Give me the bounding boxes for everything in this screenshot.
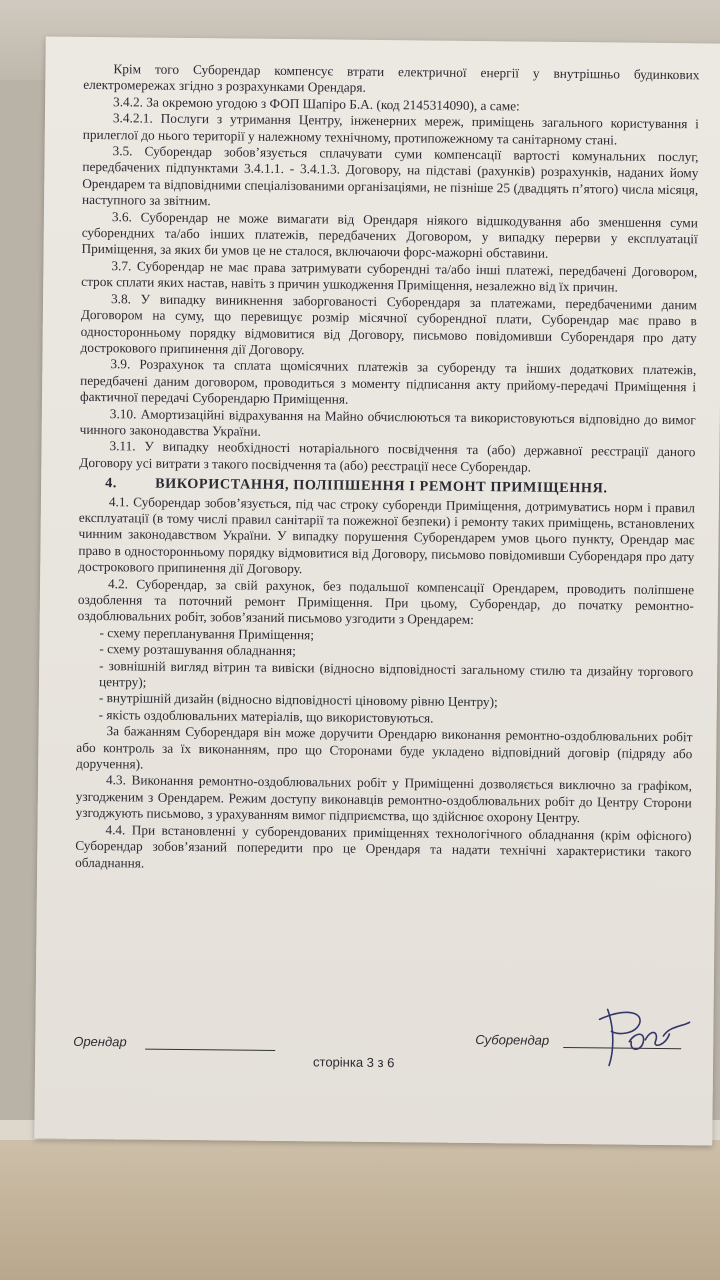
paragraph-3-5: 3.5. Суборендар зобов’язується сплачувати суми компенсації вартості комунальних послуг, передбачених підпунктами 3.4.1.1. - 3.4.1.3. Договору, на підставі (рахунків) розрахунків, наданих йому Орендарем та відповідними спеціалізованими організаціями, не пізніше 25 (двадцять п’ятого) числа місяця, наступного за звітним.	[82, 143, 699, 209]
list-item: - схему перепланування Приміщення;	[99, 624, 315, 643]
section-4-number: 4.	[105, 475, 118, 492]
paragraph-4-4: 4.4. При встановленні у суборендованих приміщеннях технологічного обладнання (крім офісного) Суборендар зобов’язаний попередити про це Орендаря та надати технічні характеристики такого обладнання.	[75, 821, 692, 871]
landlord-signature-line	[145, 1049, 275, 1051]
paragraph-4-3: 4.3. Виконання ремонтно-оздоблювальних робіт у Приміщенні дозволяється виключно за графіком, узгодженим з Орендарем. Режим доступу виконавців ремонтно-оздоблювальних робіт до Центру Сторони узгоджують письмово, з урахуванням вимог підприємства, що здійснює охорону Центру.	[75, 772, 693, 826]
page-number: сторінка 3 з 6	[312, 1054, 395, 1071]
paragraph-4-2-contract: За бажанням Суборендаря він може доручити Орендарю виконання ремонтно-оздоблювальних робіт або контроль за їх виконанням, про що Сторонами буде укладено відповідний договір (підряду або доручення).	[76, 723, 693, 772]
document-page	[34, 36, 720, 1145]
list-item: - схему розташування обладнання;	[99, 641, 296, 659]
list-item: - внутрішній дизайн (відносно відповідності ціновому рівню Центру);	[98, 690, 498, 710]
tenant-signature-icon	[585, 1001, 696, 1072]
paragraph-4-2: 4.2. Суборендар, за свій рахунок, без подальшої компенсації Орендарем, проводить поліпшене оздоблення та поточний ремонт Приміщення. При цьому, Суборендар, до початку ремонтно-оздоблювальних робіт, зобов’язаний письмово узгодити з Орендарем:	[77, 575, 695, 628]
list-item: - зовнішній вигляд вітрин та вивіски (відносно відповідності загальному стилю та дизайну торгового центру);	[98, 657, 694, 690]
landlord-label: Орендар	[73, 1033, 127, 1050]
list-item: - якість оздоблювальних матеріалів, що використовуються.	[98, 706, 434, 726]
tenant-label: Суборендар	[475, 1032, 550, 1048]
paragraph-3-11: 3.11. У випадку необхідності нотаріального посвідчення та (або) державної реєстрації даного Договору усі витрати з такого посвідчення та (або) реєстрації несе Суборендар.	[79, 438, 696, 475]
paragraph-3-4-2: 3.4.2. За окремою угодою з ФОП Шапіро Б.А. (код 2145314090), а саме:	[113, 94, 520, 114]
paragraph-3-10: 3.10. Амортизаційні відрахування на Майно обчислюються та використовуються відповідно до вимог чинного законодавства України.	[79, 405, 696, 439]
paragraph-electricity: Крім того Суборендар компенсує втрати електричної енергії у внутрішньо будинкових електромережах згідно з розрахунками Орендаря.	[83, 61, 700, 96]
signature-footer	[65, 1022, 696, 1089]
paragraph-3-9: 3.9. Розрахунок та сплата щомісячних платежів за суборенду та інших додаткових платежів, передбачені даним договором, проводиться з моменту підписання акту прийому-передачі Приміщення і фактичної передачі Суборендарю Приміщення.	[79, 356, 697, 407]
section-4-title: ВИКОРИСТАННЯ, ПОЛІПШЕННЯ І РЕМОНТ ПРИМІЩЕННЯ.	[155, 475, 608, 497]
approval-list	[77, 625, 694, 730]
paragraph-4-1: 4.1. Суборендар зобов’язується, під час строку суборенди Приміщення, дотримуватись норм і правил експлуатації (в тому числі правил санітарії та пожежної безпеки) і ремонту таких приміщень, встановлених чинним законодавством України. У випадку порушення Суборендарем умов цього пункту, Орендар має право в односторонньому порядку відмовитися від Договору, письмово повідомивши Суборендаря про дату дострокового припинення дії Договору.	[78, 493, 695, 577]
paragraph-3-7: 3.7. Суборендар не має права затримувати суборендні та/або інші платежі, передбачені Договором, строк сплати яких настав, навіть з причин ушкодження Приміщення, незалежно від їх причин.	[81, 258, 698, 295]
background-desk-bottom	[0, 1140, 720, 1280]
paragraph-3-6: 3.6. Суборендар не може вимагати від Орендаря ніякого відшкодування або зменшення суми суборендних та/або інших платежів, передбачених Договором, у випадку перерви у експлуатації Приміщення, за яких би умов це не сталося, включаючи форс-мажорні обставини.	[81, 208, 698, 262]
paragraph-3-8: 3.8. У випадку виникнення заборгованості Суборендаря за платежами, передбаченими даним Договором на суму, що перевищує розмір місячної суборендної плати, Суборендар має право в односторонньому порядку відмовитися від Договору, письмово повідомивши Суборендаря про дату дострокового припинення дії Договору.	[80, 290, 698, 358]
document-body	[75, 61, 699, 877]
paragraph-3-4-2-1: 3.4.2.1. Послуги з утримання Центру, інженерних мереж, приміщень загального користування і прилеглої до нього території у належному технічному, протипожежному та санітарному стані.	[82, 110, 699, 148]
